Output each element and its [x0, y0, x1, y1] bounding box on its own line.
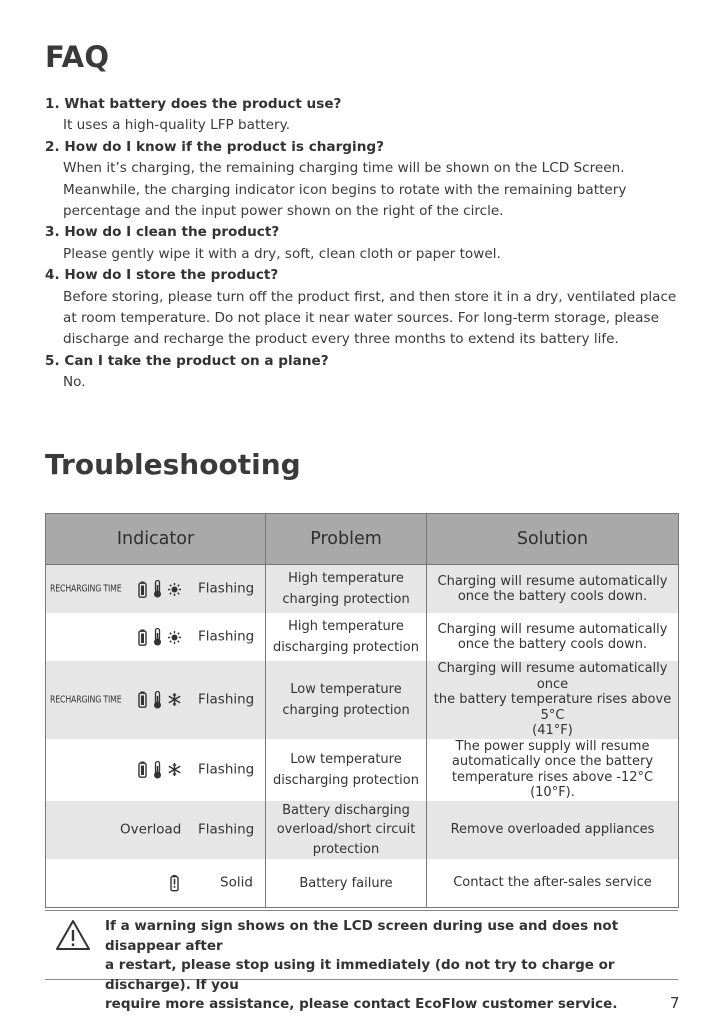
header-solution: Solution: [427, 514, 679, 565]
faq-answer-line: percentage and the input power shown on the right of the circle.: [63, 203, 504, 220]
solution-cell: [427, 613, 679, 661]
overload-label: Overload: [120, 821, 182, 838]
problem-line: overload/short circuit: [276, 822, 416, 837]
snowflake-icon: [168, 693, 181, 706]
problem-line: Battery failure: [299, 875, 393, 891]
battery-icon: [170, 875, 179, 892]
page-number: 7: [670, 994, 680, 1012]
faq-item: [45, 351, 685, 394]
faq-item: [45, 222, 685, 265]
troubleshooting-table: [45, 513, 679, 908]
problem-line: Low temperature: [290, 681, 402, 697]
indicator-state: Solid: [220, 874, 253, 891]
solution-cell: [427, 859, 679, 908]
table-row: [46, 859, 679, 908]
recharging-time-label: RECHARGING TIME: [50, 694, 122, 706]
table-row: [46, 801, 679, 860]
table-row: [46, 613, 679, 661]
indicator-icons: [138, 628, 181, 646]
faq-answer-line: at room temperature. Do not place it near water sources. For long-term storage, please: [63, 310, 659, 327]
recharging-time-label: RECHARGING TIME: [50, 583, 122, 595]
solution-line: Remove overloaded appliances: [450, 822, 655, 837]
sun-icon: [168, 631, 181, 644]
indicator-cell: [46, 739, 266, 801]
indicator-cell: [46, 613, 266, 661]
battery-icon: [138, 761, 147, 778]
solution-line: Charging will resume automatically: [437, 621, 668, 637]
table-row: [46, 565, 679, 614]
table-row: [46, 739, 679, 801]
thermometer-icon: [153, 580, 162, 598]
solution-cell: [427, 565, 679, 614]
battery-icon: [138, 629, 147, 646]
battery-icon: [138, 581, 147, 598]
faq-answer-line: No.: [63, 374, 86, 391]
solution-cell: [427, 801, 679, 860]
indicator-state: Flashing: [198, 691, 255, 708]
faq-question: 2. How do I know if the product is charging?: [45, 138, 384, 155]
battery-icon: [138, 691, 147, 708]
solution-line: Charging will resume automatically once: [437, 661, 668, 692]
indicator-state: Flashing: [198, 761, 255, 777]
faq-answer: [45, 158, 685, 222]
problem-line: Low temperature: [290, 751, 402, 767]
table-row: [46, 661, 679, 739]
problem-line: discharging protection: [272, 640, 419, 655]
thermometer-icon: [153, 628, 162, 646]
indicator-cell: [46, 801, 266, 860]
indicator-icons: [138, 691, 181, 709]
indicator-icons: [138, 761, 181, 779]
problem-cell: [266, 739, 427, 801]
solution-cell: [427, 739, 679, 801]
faq-answer: [45, 287, 685, 351]
faq-answer-line: discharge and recharge the product every three months to extend its battery life.: [63, 331, 619, 348]
solution-line: (41°F): [532, 723, 573, 738]
faq-answer-line: Before storing, please turn off the product first, and then store it in a dry, ventilated place: [63, 288, 677, 305]
troubleshooting-title: Troubleshooting: [45, 448, 301, 481]
snowflake-icon: [168, 763, 181, 776]
indicator-state: Flashing: [198, 821, 255, 838]
indicator-state: Flashing: [198, 580, 255, 597]
solution-line: temperature rises above -12°C (10°F).: [451, 769, 654, 800]
problem-line: High temperature: [288, 571, 404, 586]
solution-line: The power supply will resume: [455, 738, 650, 754]
problem-line: charging protection: [282, 592, 410, 607]
problem-line: discharging protection: [272, 772, 419, 788]
problem-line: High temperature: [288, 619, 404, 634]
faq-list: [45, 94, 685, 394]
faq-item: [45, 137, 685, 223]
faq-answer: [45, 244, 685, 265]
problem-line: protection: [312, 841, 380, 857]
faq-answer-line: Please gently wipe it with a dry, soft, clean cloth or paper towel.: [63, 245, 501, 262]
table-header-row: [46, 514, 679, 565]
faq-title: FAQ: [45, 40, 110, 74]
faq-answer-line: Meanwhile, the charging indicator icon begins to rotate with the remaining battery: [63, 181, 627, 198]
warning-line: require more assistance, please contact EcoFlow customer service.: [105, 996, 618, 1012]
problem-cell: [266, 859, 427, 908]
indicator-cell: [46, 565, 266, 614]
faq-answer-line: It uses a high-quality LFP battery.: [63, 117, 291, 134]
faq-question: 3. How do I clean the product?: [45, 224, 280, 241]
solution-line: the battery temperature rises above 5°C: [433, 692, 672, 723]
faq-question: 4. How do I store the product?: [45, 267, 279, 284]
problem-cell: [266, 661, 427, 739]
indicator-icons: [138, 580, 181, 598]
warning-line: If a warning sign shows on the LCD screen during use and does not disappear after: [105, 918, 619, 954]
indicator-cell: [46, 661, 266, 739]
faq-answer: [45, 372, 685, 393]
faq-answer: [45, 115, 685, 136]
warning-line: a restart, please stop using it immediately (do not try to charge or discharge). If you: [105, 957, 615, 993]
header-indicator: Indicator: [46, 514, 266, 565]
problem-line: Battery discharging: [282, 802, 410, 818]
faq-answer-line: When it’s charging, the remaining charging time will be shown on the LCD Screen.: [63, 160, 625, 177]
sun-icon: [168, 583, 181, 596]
faq-item: [45, 265, 685, 351]
problem-cell: [266, 565, 427, 614]
indicator-state: Flashing: [198, 628, 255, 645]
faq-question: 1. What battery does the product use?: [45, 96, 342, 112]
warning-text: [105, 917, 675, 1015]
solution-line: once the battery cools down.: [457, 637, 648, 652]
warning-triangle-icon: [55, 919, 91, 955]
solution-line: once the battery cools down.: [457, 589, 648, 604]
header-problem: Problem: [266, 514, 427, 565]
problem-cell: [266, 613, 427, 661]
indicator-icons: [170, 875, 179, 892]
problem-line: charging protection: [282, 702, 410, 718]
solution-cell: [427, 661, 679, 739]
warning-note: [45, 910, 678, 1012]
solution-line: Charging will resume automatically: [437, 573, 668, 589]
faq-question: 5. Can I take the product on a plane?: [45, 352, 329, 369]
thermometer-icon: [153, 761, 162, 779]
indicator-cell: [46, 859, 266, 908]
solution-line: automatically once the battery: [451, 754, 654, 769]
problem-cell: [266, 801, 427, 860]
thermometer-icon: [153, 691, 162, 709]
faq-item: [45, 94, 685, 137]
solution-line: Contact the after-sales service: [453, 875, 652, 891]
